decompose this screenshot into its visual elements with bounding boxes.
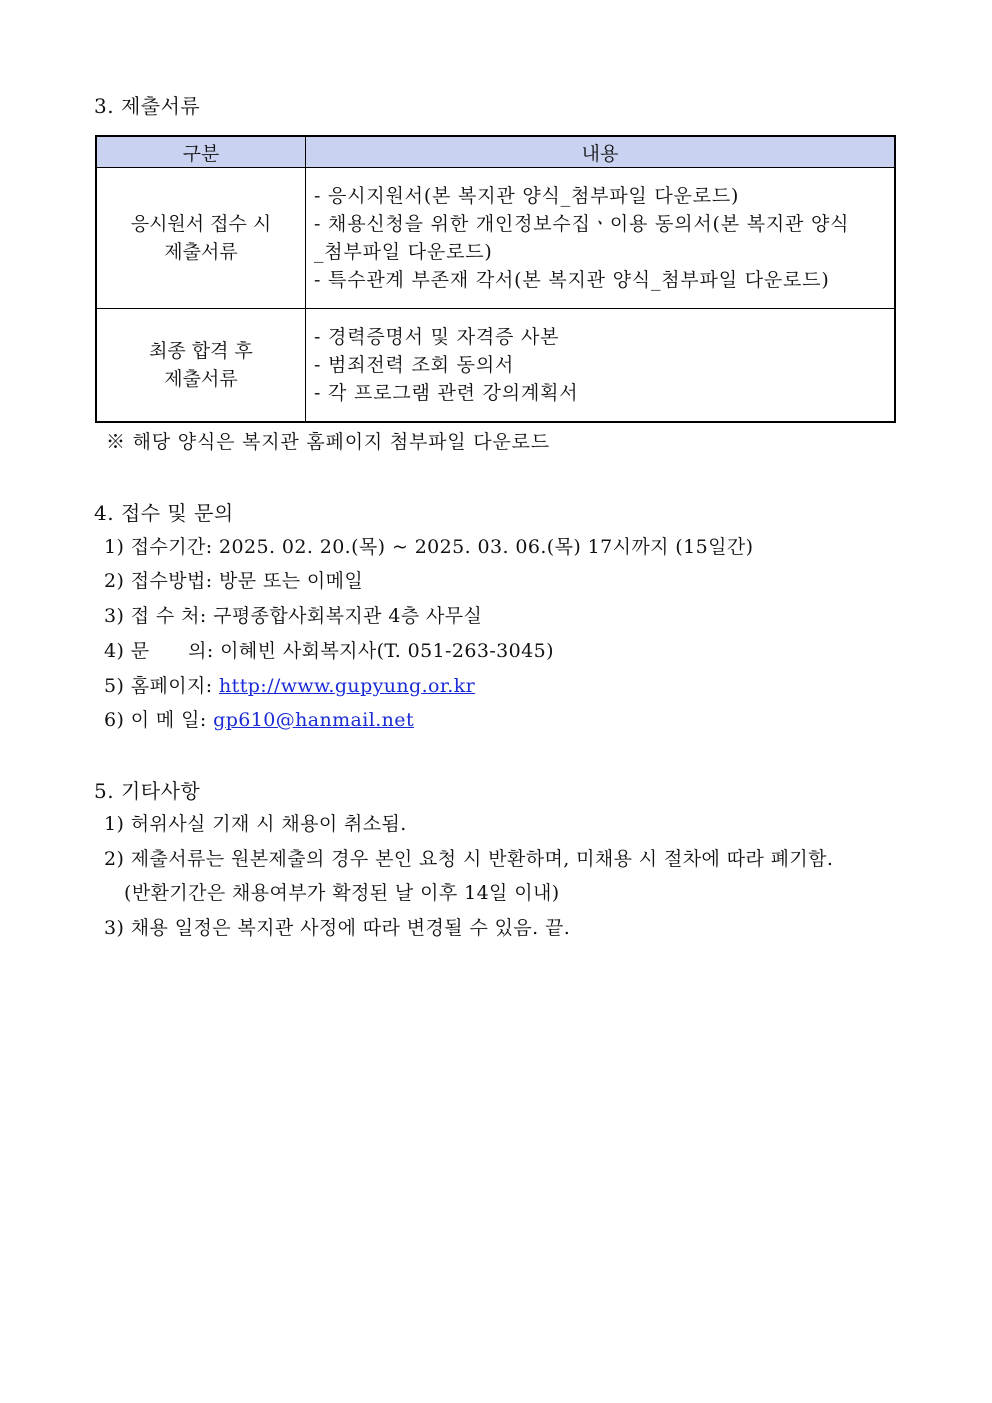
list-item-contact [104,636,554,663]
item-label: 3) 접 수 처: [104,605,207,627]
column-header-content: 내용 [306,136,896,168]
documents-table [95,135,896,423]
table-note: ※ 해당 양식은 복지관 홈페이지 첨부파일 다운로드 [106,431,550,453]
item-value: 2025. 02. 20.(목) ~ 2025. 03. 06.(목) 17시까지 (15일간) [219,536,754,558]
list-item-note-1: 1) 허위사실 기재 시 채용이 취소됨. [104,813,407,835]
list-item-office [104,601,482,628]
row-content-application [306,168,896,309]
category-line: 최종 합격 후 [149,340,253,362]
item-label: 4) 문 의: [104,640,214,662]
section-3-title: 3. 제출서류 [94,94,201,118]
row-category-application [96,168,306,309]
item-label: 5) 홈페이지: [104,675,213,697]
category-line: 제출서류 [164,368,238,390]
item-value: 구평종합사회복지관 4층 사무실 [213,605,483,627]
section-4-title: 4. 접수 및 문의 [94,501,234,525]
list-item-method [104,566,363,593]
homepage-link[interactable]: http://www.gupyung.or.kr [219,675,476,697]
item-value: 이혜빈 사회복지사(T. 051-263-3045) [220,640,554,662]
list-item-email [104,705,414,732]
row-category-final [96,309,306,423]
list-item-period [104,532,753,559]
table-row [96,309,895,423]
item-label: 6) 이 메 일: [104,709,207,731]
item-label: 1) 접수기간: [104,536,213,558]
content-line: - 채용신청을 위한 개인정보수집ㆍ이용 동의서(본 복지관 양식 [314,213,850,235]
content-line: - 범죄전력 조회 동의서 [314,354,515,376]
list-item-note-2: 2) 제출서류는 원본제출의 경우 본인 요청 시 반환하며, 미채용 시 절차에 따라 폐기함. [104,848,834,870]
list-item-note-3: 3) 채용 일정은 복지관 사정에 따라 변경될 수 있음. 끝. [104,917,571,939]
row-content-final [306,309,896,423]
list-item-note-2-cont: (반환기간은 채용여부가 확정된 날 이후 14일 이내) [124,882,560,904]
list-item-homepage [104,671,475,698]
content-line: - 각 프로그램 관련 강의계획서 [314,382,579,404]
category-line: 응시원서 접수 시 [130,213,272,235]
email-link[interactable]: gp610@hanmail.net [213,709,414,731]
column-header-category: 구분 [96,136,306,168]
content-line: - 특수관계 부존재 각서(본 복지관 양식_첨부파일 다운로드) [314,269,830,291]
category-line: 제출서류 [164,241,238,263]
content-line: - 응시지원서(본 복지관 양식_첨부파일 다운로드) [314,185,740,207]
section-5-title: 5. 기타사항 [94,779,201,803]
table-row [96,168,895,309]
item-label: 2) 접수방법: [104,570,213,592]
item-value: 방문 또는 이메일 [219,570,364,592]
content-line: _첨부파일 다운로드) [314,241,493,263]
content-line: - 경력증명서 및 자격증 사본 [314,326,560,348]
table-header-row [96,136,895,168]
